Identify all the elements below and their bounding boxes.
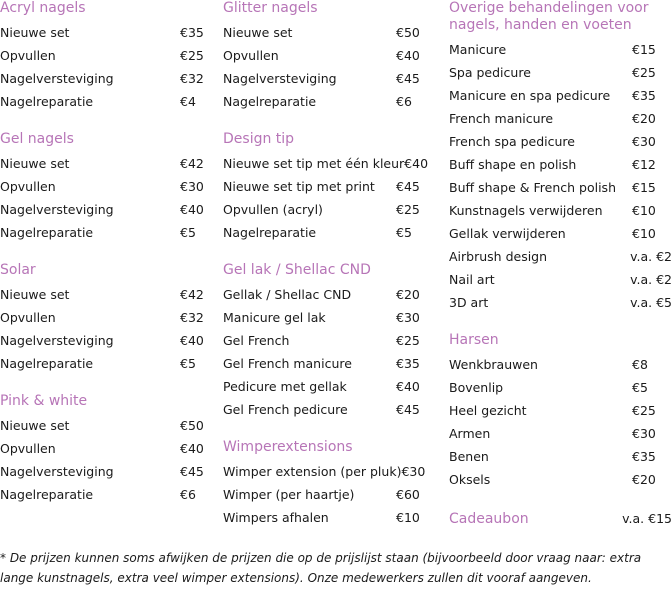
section-gap (449, 491, 672, 509)
service-price: €25 (396, 202, 420, 217)
service-price: €45 (180, 464, 204, 479)
price-row (223, 460, 428, 483)
service-price: €40 (180, 333, 204, 348)
price-row (0, 21, 212, 44)
service-name: Opvullen (0, 179, 56, 194)
service-name: Wimper extension (per pluk) (223, 464, 402, 479)
service-name: Gellak verwijderen (449, 226, 566, 241)
service-name: Manicure (449, 42, 507, 57)
service-price: €6 (396, 94, 412, 109)
service-price: €4 (180, 94, 196, 109)
service-price: €25 (180, 48, 204, 63)
service-name: Nieuwe set (223, 25, 293, 40)
service-name: Heel gezicht (449, 403, 527, 418)
price-row (0, 221, 212, 244)
service-price: €30 (180, 179, 204, 194)
service-price: €40 (180, 202, 204, 217)
service-name: Gel French (223, 333, 290, 348)
service-name: Opvullen (0, 310, 56, 325)
service-price: €15 (632, 180, 656, 195)
service-name: Wimper (per haartje) (223, 487, 355, 502)
service-name: French spa pedicure (449, 134, 575, 149)
price-row (449, 445, 672, 468)
service-price: €30 (401, 464, 426, 479)
service-price: €35 (180, 25, 204, 40)
price-row (223, 375, 428, 398)
price-row (449, 176, 672, 199)
service-price: €30 (632, 426, 656, 441)
price-row (449, 222, 672, 245)
service-name: Wenkbrauwen (449, 357, 538, 372)
service-name: Buff shape & French polish (449, 180, 616, 195)
service-name: Pedicure met gellak (223, 379, 347, 394)
price-section (223, 0, 428, 113)
service-name: Nagelreparatie (223, 94, 317, 109)
price-row (0, 460, 212, 483)
service-price: v.a. €5 (630, 295, 672, 310)
service-name: Nieuwe set tip met print (223, 179, 375, 194)
service-name: Nagelreparatie (0, 94, 94, 109)
price-section (449, 332, 672, 491)
price-row (449, 468, 672, 491)
section-heading: Pink & white (0, 393, 88, 409)
price-row (223, 329, 428, 352)
price-row (449, 130, 672, 153)
service-price: v.a. €2 (630, 249, 672, 264)
service-price: €10 (396, 510, 420, 525)
price-row (0, 90, 212, 113)
service-name: Manicure en spa pedicure (449, 88, 611, 103)
price-row (223, 198, 428, 221)
price-row (223, 352, 428, 375)
price-row (0, 198, 212, 221)
service-price: €45 (396, 71, 420, 86)
service-price: €42 (180, 156, 204, 171)
section-gap (223, 244, 428, 262)
service-name: Nagelversteviging (0, 333, 114, 348)
service-price: €30 (396, 310, 420, 325)
price-row (0, 306, 212, 329)
price-row (449, 353, 672, 376)
price-row (449, 38, 672, 61)
service-name: Nagelreparatie (0, 356, 94, 371)
price-row (223, 506, 428, 529)
service-name: Nagelversteviging (0, 202, 114, 217)
section-heading: Overige behandelingen voor nagels, handen en voeten (449, 0, 649, 33)
service-price: €40 (396, 48, 420, 63)
section-heading: Harsen (449, 332, 499, 348)
service-price: €25 (632, 65, 656, 80)
section-gap (449, 314, 672, 332)
price-row (449, 422, 672, 445)
section-heading-row (449, 509, 672, 529)
price-column-1 (0, 0, 212, 506)
service-name: Benen (449, 449, 489, 464)
price-row (0, 414, 212, 437)
service-price: €42 (180, 287, 204, 302)
price-row (0, 283, 212, 306)
price-row (223, 283, 428, 306)
service-name: Airbrush design (449, 249, 548, 264)
service-price: €60 (396, 487, 420, 502)
service-price: €12 (632, 157, 656, 172)
section-heading: Gel lak / Shellac CND (223, 262, 371, 278)
price-row (0, 329, 212, 352)
service-price: €5 (396, 225, 412, 240)
service-name: Wimpers afhalen (223, 510, 329, 525)
price-column-2 (223, 0, 428, 529)
price-row (223, 44, 428, 67)
footnote: * De prijzen kunnen soms afwijken de prijzen die op de prijslijst staan (bijvoorbeeld door vraag naar: extra lange kunstnagels, extra veel wimper extensions). Onze medewerkers zullen dit vooraf aangeven. (0, 551, 642, 585)
service-price: €5 (180, 356, 196, 371)
service-name: Opvullen (acryl) (223, 202, 323, 217)
service-price: €35 (632, 449, 656, 464)
service-name: Spa pedicure (449, 65, 531, 80)
section-gap (223, 113, 428, 131)
service-price: €40 (396, 379, 420, 394)
service-price: €6 (180, 487, 196, 502)
price-row (449, 61, 672, 84)
service-name: Kunstnagels verwijderen (449, 203, 603, 218)
service-name: Opvullen (0, 441, 56, 456)
service-price: €5 (180, 225, 196, 240)
price-row (223, 398, 428, 421)
service-price: €40 (180, 441, 204, 456)
service-price: €35 (396, 356, 420, 371)
service-name: Nagelversteviging (223, 71, 337, 86)
service-name: Nagelreparatie (0, 487, 94, 502)
price-section (449, 509, 672, 529)
section-heading: Design tip (223, 131, 295, 147)
price-row (0, 67, 212, 90)
price-row (0, 175, 212, 198)
service-price: €45 (396, 402, 420, 417)
price-row (0, 352, 212, 375)
section-heading: Solar (0, 262, 36, 278)
price-row (0, 437, 212, 460)
service-name: Bovenlip (449, 380, 504, 395)
section-gap (0, 244, 212, 262)
service-name: Nagelversteviging (0, 71, 114, 86)
service-price: €5 (632, 380, 648, 395)
price-row (449, 376, 672, 399)
service-price: €8 (632, 357, 648, 372)
price-column-3 (449, 0, 672, 529)
price-row (449, 107, 672, 130)
service-name: Armen (449, 426, 491, 441)
service-price: €40 (404, 156, 429, 171)
service-name: Nieuwe set (0, 156, 70, 171)
price-row (449, 268, 672, 291)
section-price: v.a. €15 (622, 511, 672, 526)
service-name: Nail art (449, 272, 495, 287)
price-row (223, 67, 428, 90)
section-heading: Acryl nagels (0, 0, 86, 16)
price-row (449, 153, 672, 176)
service-price: €50 (396, 25, 420, 40)
price-section (0, 131, 212, 244)
price-row (449, 199, 672, 222)
price-row (0, 483, 212, 506)
service-name: Nieuwe set (0, 287, 70, 302)
service-name: Gel French pedicure (223, 402, 348, 417)
price-row (0, 152, 212, 175)
price-row (223, 483, 428, 506)
price-section (223, 131, 428, 244)
section-gap (0, 113, 212, 131)
section-heading: Gel nagels (0, 131, 74, 147)
service-price: €25 (396, 333, 420, 348)
section-heading: Wimperextensions (223, 439, 353, 455)
service-price: €32 (180, 310, 204, 325)
service-price: €20 (396, 287, 420, 302)
price-row (223, 21, 428, 44)
service-price: €20 (632, 111, 656, 126)
service-name: Gellak / Shellac CND (223, 287, 352, 302)
section-gap (223, 421, 428, 439)
price-row (223, 90, 428, 113)
service-name: Nieuwe set (0, 418, 70, 433)
service-name: Nieuwe set (0, 25, 70, 40)
service-price: €10 (632, 203, 656, 218)
price-row (449, 291, 672, 314)
service-name: Nagelversteviging (0, 464, 114, 479)
price-row (223, 152, 428, 175)
service-price: €50 (180, 418, 204, 433)
service-name: Oksels (449, 472, 491, 487)
service-price: €15 (632, 42, 656, 57)
section-heading: Cadeaubon (449, 511, 529, 527)
service-name: Buff shape en polish (449, 157, 577, 172)
price-row (449, 84, 672, 107)
service-price: v.a. €2 (630, 272, 672, 287)
price-section (0, 262, 212, 375)
section-heading: Glitter nagels (223, 0, 318, 16)
service-name: French manicure (449, 111, 554, 126)
price-section (449, 0, 672, 314)
service-price: €32 (180, 71, 204, 86)
service-price: €45 (396, 179, 420, 194)
price-section (0, 393, 212, 506)
service-price: €25 (632, 403, 656, 418)
price-section (223, 439, 428, 529)
service-name: Opvullen (0, 48, 56, 63)
section-gap (0, 375, 212, 393)
service-name: Nagelreparatie (0, 225, 94, 240)
price-row (449, 399, 672, 422)
service-name: Gel French manicure (223, 356, 352, 371)
price-row (223, 306, 428, 329)
price-row (223, 175, 428, 198)
service-price: €20 (632, 472, 656, 487)
service-name: Nieuwe set tip met één kleur (223, 156, 405, 171)
price-row (223, 221, 428, 244)
service-price: €35 (632, 88, 656, 103)
service-name: Nagelreparatie (223, 225, 317, 240)
service-price: €30 (632, 134, 656, 149)
price-row (449, 245, 672, 268)
service-price: €10 (632, 226, 656, 241)
price-section (223, 262, 428, 421)
service-name: Opvullen (223, 48, 279, 63)
service-name: Manicure gel lak (223, 310, 326, 325)
service-name: 3D art (449, 295, 489, 310)
price-section (0, 0, 212, 113)
price-row (0, 44, 212, 67)
